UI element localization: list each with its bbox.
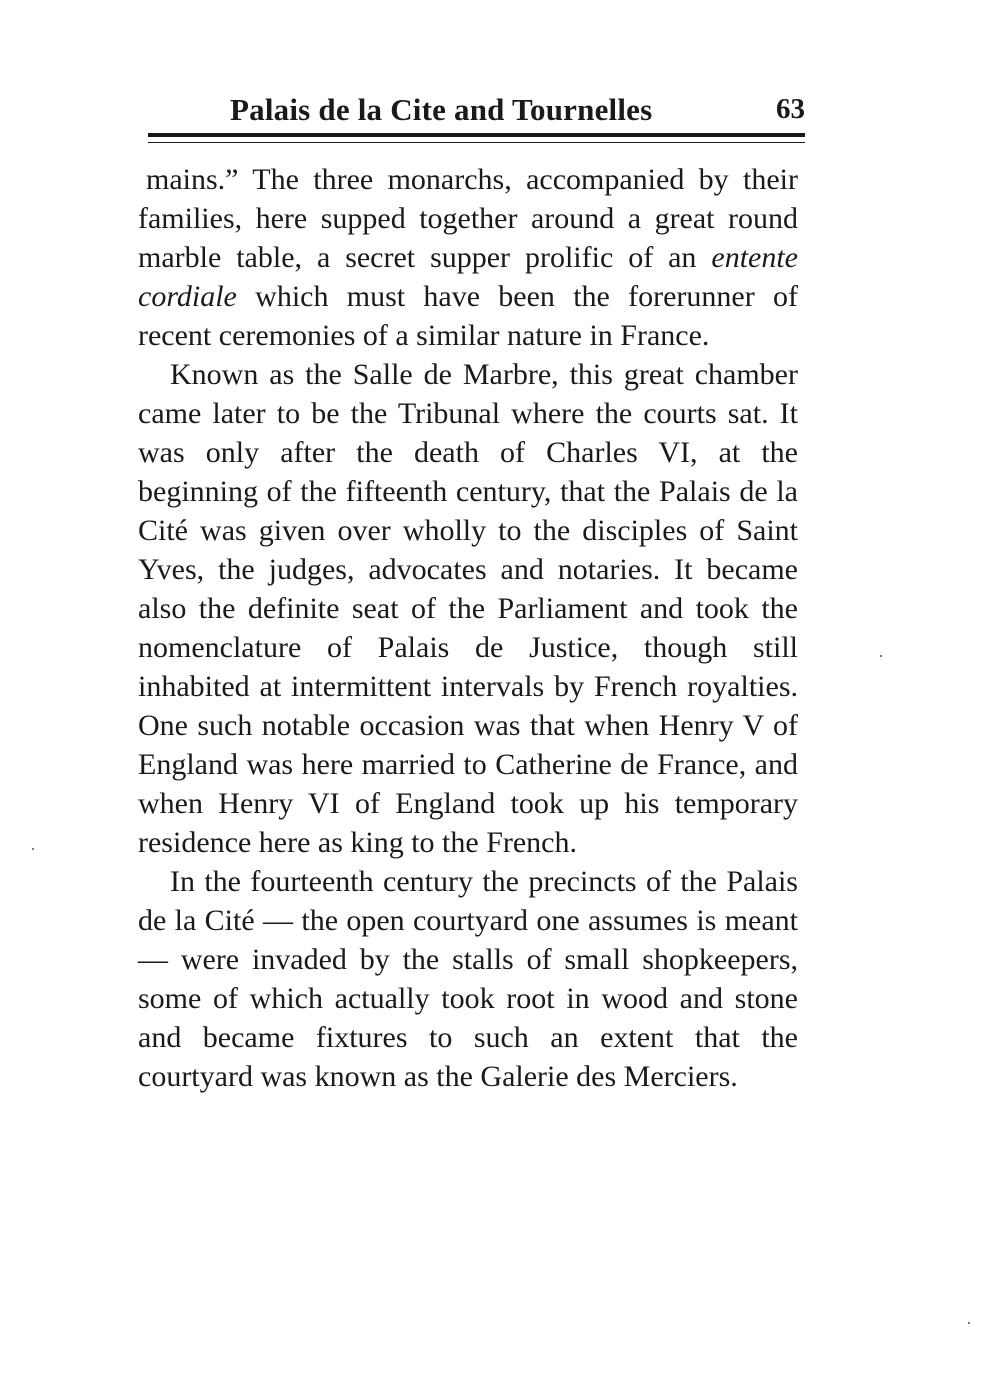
paragraph-3: In the fourteenth century the precincts of the Palais de la Cité — the open courtyard one assumes is meant — were invaded by the stalls of small shopkeepers, some of which actually took root in wood and stone and became fixtures to such an extent that the courtyard was known as the Galerie des Merciers. (138, 865, 798, 1093)
paper-speck (880, 655, 882, 657)
running-head (230, 92, 805, 132)
running-title: Palais de la Cite and Tournelles (230, 92, 653, 127)
header-rule-thin (148, 142, 805, 143)
page-number: 63 (776, 93, 805, 125)
body-text (138, 160, 798, 1096)
paper-speck (968, 1322, 970, 1324)
header-rule-thick (148, 133, 805, 137)
paper-speck (32, 848, 34, 850)
paragraph-2: Known as the Salle de Marbre, this great chamber came later to be the Tribunal where the courts sat. It was only after the death of Charles VI, at the beginning of the fifteenth century, that the Palais de la Cité was given over wholly to the disciples of Saint Yves, the judges, advocates and notaries. It became also the definite seat of the Parliament and took the nomenclature of Palais de Justice, though still inhabited at intermittent intervals by French royalties. One such notable occasion was that when Henry V of England was here married to Catherine de France, and when Henry VI of England took up his temporary residence here as king to the French. (138, 358, 798, 859)
paragraph-1-intro: mains.” The three monarchs, accompanied by their families, here supped together around a great round marble table, a secret supper prolific of an (138, 163, 798, 274)
paragraph-1-outro: which must have been the forerunner of recent ceremonies of a similar nature in France. (138, 280, 798, 352)
italic-phrase: entente cordiale (138, 241, 798, 313)
paragraph-1 (138, 160, 798, 355)
